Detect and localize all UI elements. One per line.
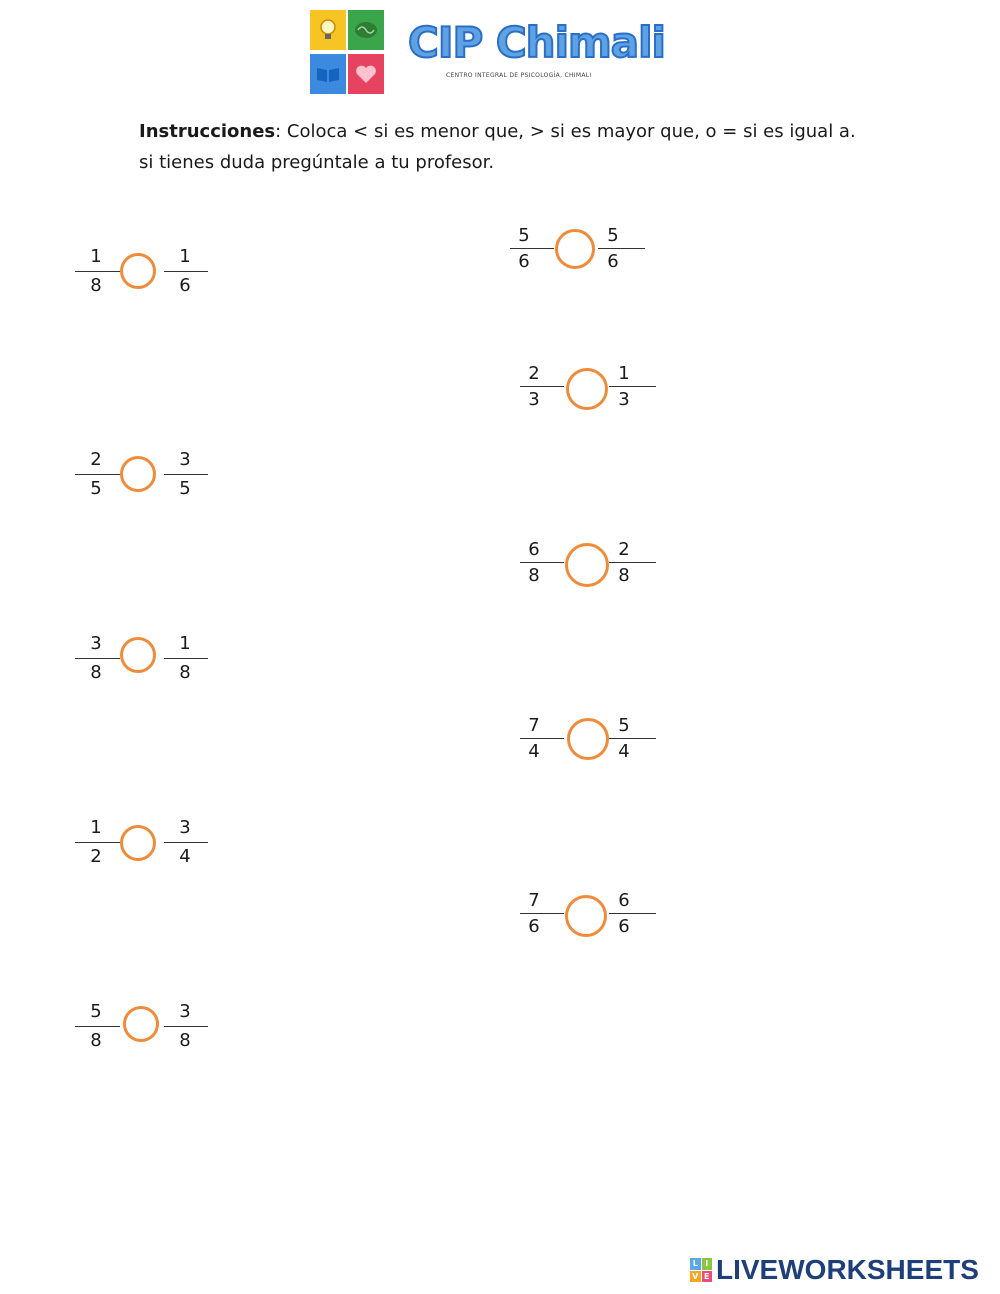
brain-icon <box>348 10 384 50</box>
fraction-a-denominator: 6 <box>518 251 530 272</box>
fraction-b-numerator: 6 <box>618 890 630 911</box>
fraction-bar <box>609 386 656 387</box>
comparison-item <box>75 1001 225 1061</box>
answer-circle[interactable] <box>555 229 595 269</box>
fraction-b-numerator: 1 <box>618 363 630 384</box>
fraction-b-numerator: 2 <box>618 539 630 560</box>
fraction-a-denominator: 5 <box>90 478 102 499</box>
fraction-a-numerator: 5 <box>518 225 530 246</box>
fraction-bar <box>520 386 564 387</box>
heart-icon <box>348 54 384 94</box>
comparison-item <box>520 539 670 599</box>
live-badge-icon: L I V E <box>690 1258 712 1282</box>
fraction-b-denominator: 8 <box>179 662 191 683</box>
book-icon <box>310 54 346 94</box>
fraction-bar <box>164 271 208 272</box>
fraction-b-numerator: 1 <box>179 246 191 267</box>
fraction-a-numerator: 5 <box>90 1001 102 1022</box>
fraction-bar <box>164 474 208 475</box>
fraction-a-denominator: 8 <box>90 275 102 296</box>
fraction-bar <box>520 562 564 563</box>
fraction-b-denominator: 6 <box>179 275 191 296</box>
comparison-item <box>510 225 660 285</box>
fraction-b-numerator: 1 <box>179 633 191 654</box>
fraction-bar <box>520 738 564 739</box>
fraction-a-denominator: 8 <box>90 662 102 683</box>
fraction-bar <box>510 248 554 249</box>
fraction-b-numerator: 3 <box>179 817 191 838</box>
logo-subtitle: CENTRO INTEGRAL DE PSICOLOGÍA, CHIMALI <box>446 72 592 79</box>
fraction-a-denominator: 2 <box>90 846 102 867</box>
fraction-a-numerator: 7 <box>528 890 540 911</box>
answer-circle[interactable] <box>120 253 156 289</box>
brand-name: LIVEWORKSHEETS <box>716 1254 979 1285</box>
fraction-b-denominator: 4 <box>618 741 630 762</box>
fraction-bar <box>75 271 120 272</box>
fraction-a-numerator: 3 <box>90 633 102 654</box>
comparison-item <box>520 363 670 423</box>
fraction-a-denominator: 8 <box>528 565 540 586</box>
instructions <box>139 116 859 178</box>
fraction-a-numerator: 7 <box>528 715 540 736</box>
fraction-a-denominator: 3 <box>528 389 540 410</box>
logo-tiles <box>308 8 386 96</box>
fraction-b-numerator: 5 <box>607 225 619 246</box>
fraction-bar <box>609 738 656 739</box>
comparison-item <box>75 449 225 509</box>
fraction-bar <box>598 248 645 249</box>
fraction-b-numerator: 3 <box>179 1001 191 1022</box>
fraction-a-numerator: 2 <box>90 449 102 470</box>
fraction-bar <box>609 562 656 563</box>
answer-circle[interactable] <box>565 543 609 587</box>
fraction-bar <box>75 1026 120 1027</box>
fraction-b-denominator: 8 <box>179 1030 191 1051</box>
fraction-a-numerator: 1 <box>90 817 102 838</box>
fraction-bar <box>164 658 208 659</box>
liveworksheets-brand[interactable] <box>690 1254 979 1286</box>
fraction-b-denominator: 8 <box>618 565 630 586</box>
fraction-bar <box>609 913 656 914</box>
answer-circle[interactable] <box>565 895 607 937</box>
fraction-bar <box>75 842 120 843</box>
comparison-item <box>520 890 670 950</box>
answer-circle[interactable] <box>120 456 156 492</box>
fraction-b-denominator: 6 <box>607 251 619 272</box>
logo-title: CIP Chimali <box>408 18 665 67</box>
instructions-text: : Coloca < si es menor que, > si es mayor que, o = si es igual a. si tienes duda pregúntale a tu profesor. <box>139 121 856 173</box>
comparison-item <box>75 246 225 306</box>
fraction-bar <box>75 658 120 659</box>
comparison-item <box>75 633 225 693</box>
fraction-b-numerator: 3 <box>179 449 191 470</box>
answer-circle[interactable] <box>120 825 156 861</box>
answer-circle[interactable] <box>123 1006 159 1042</box>
fraction-a-denominator: 4 <box>528 741 540 762</box>
fraction-bar <box>164 1026 208 1027</box>
fraction-a-numerator: 2 <box>528 363 540 384</box>
fraction-b-denominator: 3 <box>618 389 630 410</box>
fraction-b-denominator: 6 <box>618 916 630 937</box>
lightbulb-icon <box>310 10 346 50</box>
fraction-bar <box>520 913 564 914</box>
answer-circle[interactable] <box>567 718 609 760</box>
instructions-label: Instrucciones <box>139 121 276 142</box>
fraction-a-denominator: 6 <box>528 916 540 937</box>
fraction-b-numerator: 5 <box>618 715 630 736</box>
fraction-b-denominator: 5 <box>179 478 191 499</box>
comparison-item <box>520 715 670 775</box>
fraction-b-denominator: 4 <box>179 846 191 867</box>
fraction-a-numerator: 1 <box>90 246 102 267</box>
fraction-bar <box>164 842 208 843</box>
logo <box>308 8 668 98</box>
fraction-a-numerator: 6 <box>528 539 540 560</box>
comparison-item <box>75 817 225 877</box>
fraction-bar <box>75 474 120 475</box>
answer-circle[interactable] <box>566 368 608 410</box>
answer-circle[interactable] <box>120 637 156 673</box>
fraction-a-denominator: 8 <box>90 1030 102 1051</box>
